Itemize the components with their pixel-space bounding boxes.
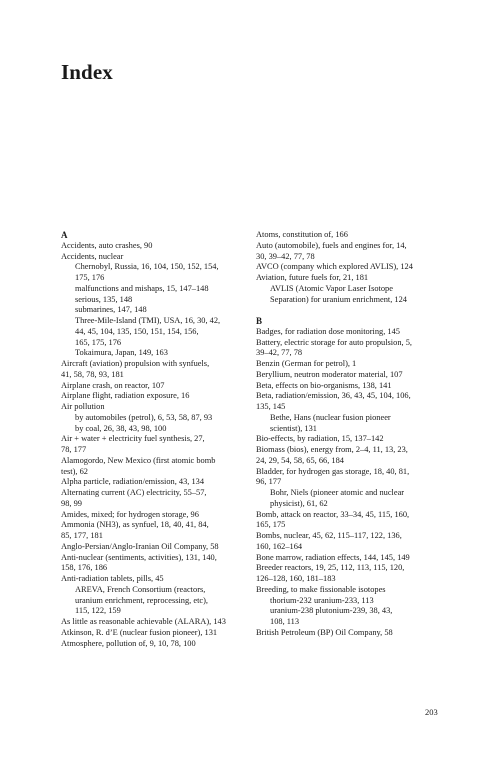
index-entry-line: Anglo-Persian/Anglo-Iranian Oil Company, 58 — [61, 541, 219, 551]
index-entry-line: Beryllium, neutron moderator material, 107 — [256, 369, 403, 379]
index-entry-line: Air + water + electricity fuel synthesis, 27, — [61, 434, 205, 444]
index-entry — [61, 284, 246, 295]
index-entry — [61, 413, 246, 424]
index-entry-line: AVCO (company which explored AVLIS), 124 — [256, 262, 413, 272]
index-entry-line: Bladder, for hydrogen gas storage, 18, 40, 81, — [256, 466, 410, 476]
index-entry-line: 78, 177 — [61, 445, 87, 454]
index-entry — [256, 262, 444, 273]
index-entry — [61, 456, 246, 478]
section-letter-a: A — [61, 230, 68, 240]
index-entries-a-continued — [256, 230, 444, 305]
index-entry-line: uranium-238 plutonium-239, 38, 43, — [270, 606, 393, 616]
index-column-left — [61, 230, 246, 649]
index-entry-line: Atmosphere, pollution of, 9, 10, 78, 100 — [61, 638, 196, 648]
index-entry — [61, 391, 246, 402]
index-entry-line: As little as reasonable achievable (ALARA), 143 — [61, 617, 226, 626]
index-entry — [61, 241, 246, 252]
index-entry-line: 165, 175 — [256, 520, 286, 530]
index-entry — [256, 596, 444, 607]
index-entry-line: Biomass (bios), energy from, 2–4, 11, 13, 23, — [256, 445, 408, 454]
index-entry-line: Bomb, attack on reactor, 33–34, 45, 115, 160, — [256, 509, 410, 519]
index-entry-line: Alpha particle, radiation/emission, 43, 134 — [61, 477, 205, 487]
index-entry — [61, 295, 246, 306]
index-entry — [61, 316, 246, 348]
index-entry-line: Auto (automobile), fuels and engines for, 14, — [256, 240, 407, 250]
index-entry-line: Bohr, Niels (pioneer atomic and nuclear — [270, 488, 405, 497]
index-entry — [256, 370, 444, 381]
index-entry-line: Accidents, auto crashes, 90 — [61, 240, 153, 250]
index-entry — [256, 467, 444, 489]
index-entry-line: Accidents, nuclear — [61, 251, 124, 261]
index-entry-line: Bone marrow, radiation effects, 144, 145, 149 — [256, 552, 410, 562]
index-entry — [61, 510, 246, 521]
index-column-right — [256, 230, 444, 639]
index-entry — [61, 520, 246, 542]
index-entries-a — [61, 241, 246, 650]
index-entry-line: Anti-nuclear (sentiments, activities), 131, 140, — [61, 552, 217, 562]
index-entry — [256, 359, 444, 370]
index-entry-line: Atkinson, R. d’E (nuclear fusion pioneer), 131 — [61, 627, 218, 637]
index-entry-line: Three-Mile-Island (TMI), USA, 16, 30, 42, — [75, 316, 221, 325]
index-entry-line: 165, 175, 176 — [75, 337, 122, 347]
index-entry-line: Bio-effects, by radiation, 15, 137–142 — [256, 434, 384, 444]
index-entry — [256, 391, 444, 413]
index-entry-line: 44, 45, 104, 135, 150, 151, 154, 156, — [75, 326, 199, 336]
index-entry — [256, 606, 444, 628]
index-entry-line: by automobiles (petrol), 6, 53, 58, 87, 93 — [75, 412, 213, 422]
index-entry-line: Atoms, constitution of, 166 — [256, 230, 348, 239]
index-entry — [61, 424, 246, 435]
index-entry — [256, 445, 444, 467]
index-entry-line: Air pollution — [61, 402, 105, 411]
index-entry-line: AREVA, French Consortium (reactors, — [75, 584, 206, 594]
index-entry-line: 39–42, 77, 78 — [256, 348, 303, 358]
index-entry-line: 98, 99 — [61, 498, 82, 508]
index-entry-line: thorium-232 uranium-233, 113 — [270, 595, 374, 605]
index-entry — [61, 628, 246, 639]
index-entry — [61, 585, 246, 617]
index-entry-line: Beta, radiation/emission, 36, 43, 45, 104, 106, — [256, 391, 411, 401]
index-entry-line: test), 62 — [61, 466, 88, 476]
index-entry — [256, 327, 444, 338]
index-entry-line: 135, 145 — [256, 402, 286, 411]
index-entry-line: Chernobyl, Russia, 16, 104, 150, 152, 154, — [75, 262, 219, 272]
index-entry-line: Alamogordo, New Mexico (first atomic bomb — [61, 455, 216, 465]
page-number: 203 — [425, 707, 438, 717]
index-entry-line: Benzin (German for petrol), 1 — [256, 359, 357, 368]
page-title: Index — [61, 60, 113, 84]
index-entry — [61, 477, 246, 488]
index-entry — [61, 574, 246, 585]
index-entry — [256, 273, 444, 284]
index-entry — [61, 348, 246, 359]
index-entry-line: by coal, 26, 38, 43, 98, 100 — [75, 423, 167, 433]
index-entry-line: Breeding, to make fissionable isotopes — [256, 584, 386, 594]
index-entry-line: Tokaimura, Japan, 149, 163 — [75, 348, 168, 358]
index-entry-line: Alternating current (AC) electricity, 55–57, — [61, 488, 207, 497]
index-entry-line: serious, 135, 148 — [75, 294, 133, 304]
index-entry — [256, 531, 444, 553]
index-entry — [61, 488, 246, 510]
index-entry — [256, 241, 444, 263]
index-entry — [256, 563, 444, 585]
index-entry-line: 126–128, 160, 181–183 — [256, 574, 336, 583]
index-entry — [61, 359, 246, 381]
index-entry-line: 41, 58, 78, 93, 181 — [61, 369, 124, 379]
index-entry — [61, 402, 246, 413]
index-entry — [256, 413, 444, 435]
index-entry-line: 115, 122, 159 — [75, 606, 121, 616]
index-entry-line: Amides, mixed; for hydrogen storage, 96 — [61, 509, 199, 519]
index-entry-line: 85, 177, 181 — [61, 531, 103, 540]
index-entry-line: 160, 162–164 — [256, 541, 303, 551]
index-entry — [256, 488, 444, 510]
index-entry — [61, 434, 246, 456]
index-entry-line: Anti-radiation tablets, pills, 45 — [61, 574, 164, 583]
index-entry-line: uranium enrichment, reprocessing, etc), — [75, 595, 209, 605]
index-entry-line: AVLIS (Atomic Vapor Laser Isotope — [270, 283, 393, 293]
index-entry-line: Aircraft (aviation) propulsion with synfuels, — [61, 359, 210, 368]
index-entry — [256, 628, 444, 639]
index-entry-line: Badges, for radiation dose monitoring, 145 — [256, 326, 400, 336]
index-entry-line: Airplane flight, radiation exposure, 16 — [61, 391, 190, 401]
index-entry — [256, 338, 444, 360]
index-entry — [256, 434, 444, 445]
index-entry-line: physicist), 61, 62 — [270, 498, 328, 508]
index-entry-line: Separation) for uranium enrichment, 124 — [270, 294, 407, 304]
index-entry — [61, 305, 246, 316]
index-entry-line: Airplane crash, on reactor, 107 — [61, 380, 165, 390]
index-entry-line: Battery, electric storage for auto propulsion, 5, — [256, 337, 412, 347]
index-entry — [61, 381, 246, 392]
index-entry — [61, 639, 246, 650]
index-entry-line: 175, 176 — [75, 273, 105, 282]
index-entry — [256, 510, 444, 532]
index-entry-line: submarines, 147, 148 — [75, 305, 147, 315]
index-entries-b — [256, 327, 444, 639]
index-entry — [256, 585, 444, 596]
index-entry-line: Aviation, future fuels for, 21, 181 — [256, 273, 369, 282]
index-entry-line: 30, 39–42, 77, 78 — [256, 251, 315, 261]
index-entry — [61, 542, 246, 553]
index-entry-line: malfunctions and mishaps, 15, 147–148 — [75, 283, 209, 293]
index-entry — [61, 252, 246, 263]
index-entry-line: 24, 29, 54, 58, 65, 66, 184 — [256, 455, 344, 465]
index-entry-line: 108, 113 — [270, 617, 300, 626]
index-entry-line: Breeder reactors, 19, 25, 112, 113, 115, 120, — [256, 563, 405, 573]
index-entry-line: Beta, effects on bio-organisms, 138, 141 — [256, 380, 392, 390]
index-entry-line: scientist), 131 — [270, 423, 317, 433]
index-entry — [256, 230, 444, 241]
index-entry-line: Ammonia (NH3), as synfuel, 18, 40, 41, 84, — [61, 520, 209, 530]
index-entry — [256, 284, 444, 306]
index-entry — [256, 381, 444, 392]
index-entry-line: 96, 177 — [256, 477, 282, 487]
index-entry — [61, 262, 246, 284]
index-entry — [61, 617, 246, 628]
section-letter-b: B — [256, 316, 263, 326]
index-entry-line: British Petroleum (BP) Oil Company, 58 — [256, 627, 393, 637]
index-entry-line: 158, 176, 186 — [61, 563, 108, 573]
index-entry-line: Bombs, nuclear, 45, 62, 115–117, 122, 136, — [256, 531, 402, 540]
index-entry — [256, 553, 444, 564]
index-entry — [61, 553, 246, 575]
index-entry-line: Bethe, Hans (nuclear fusion pioneer — [270, 412, 391, 422]
